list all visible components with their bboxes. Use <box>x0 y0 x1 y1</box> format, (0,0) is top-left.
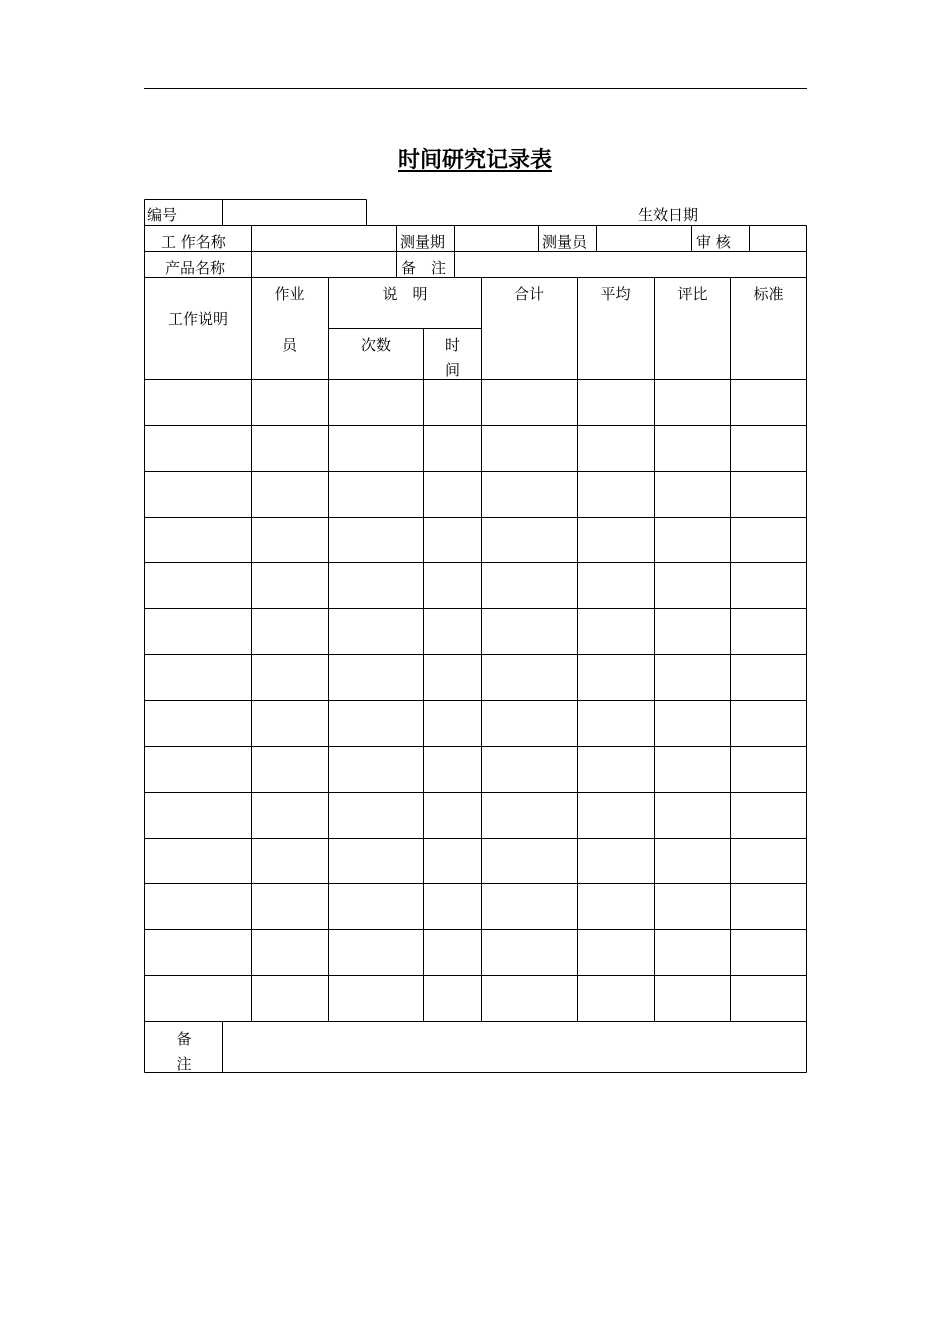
col-operator-top: 作业 <box>274 285 305 303</box>
col-count: 次数 <box>360 336 391 354</box>
col-work-desc: 工作说明 <box>167 310 228 328</box>
table-row[interactable] <box>145 701 806 746</box>
product-name-field[interactable] <box>252 252 395 276</box>
effective-date-field[interactable] <box>710 200 806 224</box>
table-row[interactable] <box>145 793 806 838</box>
col-standard: 标准 <box>753 285 784 303</box>
table-row[interactable] <box>145 839 806 883</box>
remarks-label: 备 注 <box>401 259 447 277</box>
col-operator-bottom: 员 <box>281 336 297 354</box>
number-field[interactable] <box>224 200 365 224</box>
number-label: 编号 <box>147 206 178 224</box>
work-name-label: 工 作名称 <box>161 233 226 251</box>
table-row[interactable] <box>145 380 806 425</box>
table-row[interactable] <box>145 655 806 700</box>
footer-note-top: 备 <box>176 1030 192 1048</box>
table-row[interactable] <box>145 884 806 929</box>
product-name-label: 产品名称 <box>165 259 226 277</box>
col-average: 平均 <box>600 285 631 303</box>
review-field[interactable] <box>751 226 806 250</box>
table-row[interactable] <box>145 472 806 517</box>
col-total: 合计 <box>513 285 544 303</box>
table-row[interactable] <box>145 930 806 975</box>
remarks-field[interactable] <box>455 252 806 276</box>
measurer-field[interactable] <box>597 226 690 250</box>
measurer-label: 测量员 <box>542 233 588 251</box>
table-row[interactable] <box>145 563 806 608</box>
footer-note-bottom: 注 <box>176 1055 192 1073</box>
effective-date-label: 生效日期 <box>638 206 699 224</box>
table-row[interactable] <box>145 747 806 792</box>
review-label: 审 核 <box>696 233 731 251</box>
page-title: 时间研究记录表 <box>397 148 552 173</box>
table-row[interactable] <box>145 609 806 654</box>
col-rating: 评比 <box>677 285 708 303</box>
col-time-top: 时 <box>444 336 460 354</box>
measure-period-field[interactable] <box>455 226 537 250</box>
footer-note-field[interactable] <box>223 1022 806 1071</box>
table-row[interactable] <box>145 426 806 471</box>
measure-period-label: 测量期 <box>400 233 446 251</box>
work-name-field[interactable] <box>252 226 395 250</box>
col-explain: 说 明 <box>382 285 428 303</box>
table-row[interactable] <box>145 518 806 562</box>
col-time-bottom: 间 <box>444 361 460 379</box>
table-row[interactable] <box>145 976 806 1021</box>
